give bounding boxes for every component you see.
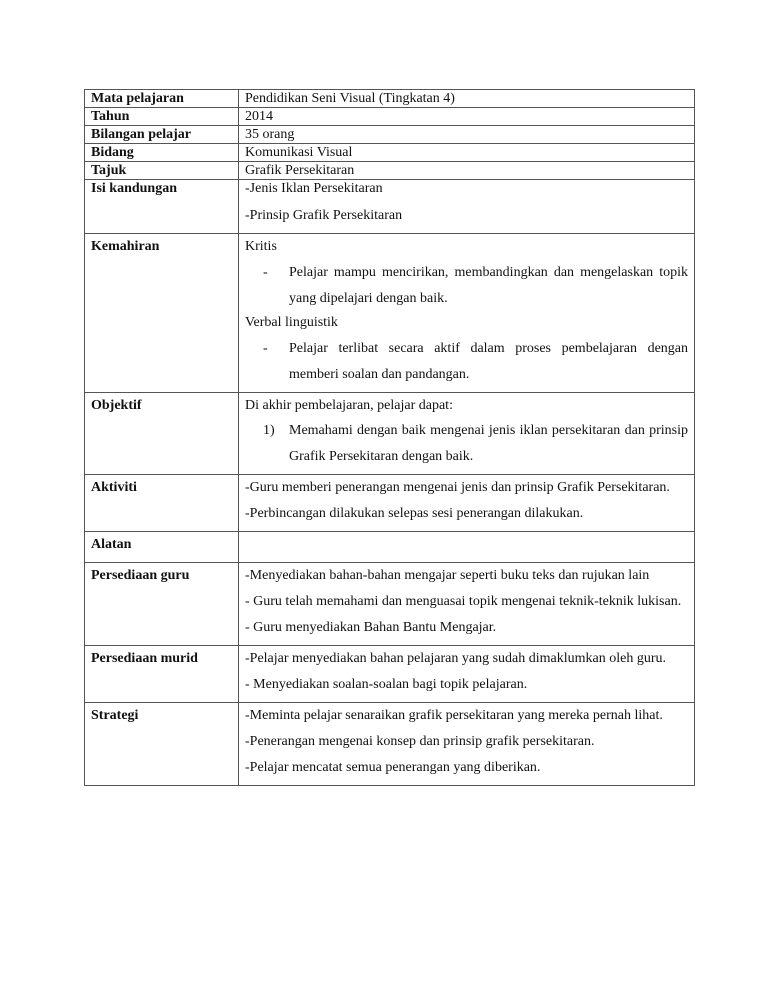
- row-value: [239, 646, 695, 703]
- row-label: Aktiviti: [85, 475, 239, 532]
- row-strategi: [85, 703, 695, 786]
- content-line: -Perbincangan dilakukan selepas sesi penerangan dilakukan.: [245, 506, 584, 521]
- row-label: Persediaan murid: [85, 646, 239, 703]
- list-mark: 1): [263, 423, 275, 438]
- row-label: Bilangan pelajar: [85, 126, 239, 144]
- row-bidang: [85, 144, 695, 162]
- row-mata-pelajaran: [85, 90, 695, 108]
- row-value: [239, 475, 695, 532]
- content-line: -Menyediakan bahan-bahan mengajar seperti buku teks dan rujukan lain: [245, 568, 650, 583]
- row-value: [239, 180, 695, 234]
- row-persediaan-guru: [85, 563, 695, 646]
- skill-heading-kritis: Kritis: [245, 239, 277, 254]
- row-label: Strategi: [85, 703, 239, 786]
- content-line: - Guru telah memahami dan menguasai topik mengenai teknik-teknik lukisan.: [245, 594, 682, 609]
- row-value: Grafik Persekitaran: [239, 162, 695, 180]
- row-label: Tajuk: [85, 162, 239, 180]
- row-value: [239, 703, 695, 786]
- content-line: -Guru memberi penerangan mengenai jenis dan prinsip Grafik Persekitaran.: [245, 480, 670, 495]
- list-text: Pelajar mampu mencirikan, membandingkan dan mengelaskan topik yang dipelajari dengan baik.: [289, 265, 688, 306]
- row-value: [239, 234, 695, 393]
- row-value: Pendidikan Seni Visual (Tingkatan 4): [239, 90, 695, 108]
- row-tahun: [85, 108, 695, 126]
- list-text: Pelajar terlibat secara aktif dalam proses pembelajaran dengan memberi soalan dan pandangan.: [289, 341, 688, 382]
- row-persediaan-murid: [85, 646, 695, 703]
- row-value: Komunikasi Visual: [239, 144, 695, 162]
- skill-item-kritis: [245, 255, 688, 312]
- content-line: - Guru menyediakan Bahan Bantu Mengajar.: [245, 620, 497, 635]
- row-objektif: [85, 393, 695, 475]
- row-tajuk: [85, 162, 695, 180]
- row-label: Alatan: [85, 532, 239, 563]
- row-label: Kemahiran: [85, 234, 239, 393]
- content-line: -Jenis Iklan Persekitaran: [245, 181, 383, 196]
- content-line: -Penerangan mengenai konsep dan prinsip grafik persekitaran.: [245, 734, 595, 749]
- row-label: Isi kandungan: [85, 180, 239, 234]
- list-mark: -: [263, 265, 268, 280]
- row-label: Mata pelajaran: [85, 90, 239, 108]
- row-value: [239, 393, 695, 475]
- row-label: Persediaan guru: [85, 563, 239, 646]
- lesson-plan-table: [84, 89, 695, 786]
- list-mark: -: [263, 341, 268, 356]
- row-kemahiran: [85, 234, 695, 393]
- skill-heading-verbal: Verbal linguistik: [245, 315, 338, 330]
- content-line: -Pelajar mencatat semua penerangan yang diberikan.: [245, 760, 541, 775]
- content-line: -Prinsip Grafik Persekitaran: [245, 208, 403, 223]
- row-bilangan-pelajar: [85, 126, 695, 144]
- row-value: 2014: [239, 108, 695, 126]
- row-label: Objektif: [85, 393, 239, 475]
- objective-item: [245, 414, 688, 470]
- row-aktiviti: [85, 475, 695, 532]
- row-value: 35 orang: [239, 126, 695, 144]
- content-line: - Menyediakan soalan-soalan bagi topik pelajaran.: [245, 677, 528, 692]
- row-alatan: [85, 532, 695, 563]
- row-isi-kandungan: [85, 180, 695, 234]
- row-label: Tahun: [85, 108, 239, 126]
- content-line: -Pelajar menyediakan bahan pelajaran yang sudah dimaklumkan oleh guru.: [245, 651, 667, 666]
- row-value: [239, 532, 695, 563]
- content-line: -Meminta pelajar senaraikan grafik persekitaran yang mereka pernah lihat.: [245, 708, 663, 723]
- skill-item-verbal: [245, 331, 688, 388]
- row-label: Bidang: [85, 144, 239, 162]
- objective-intro: Di akhir pembelajaran, pelajar dapat:: [245, 398, 453, 413]
- list-text: Memahami dengan baik mengenai jenis iklan persekitaran dan prinsip Grafik Persekitaran dengan baik.: [289, 423, 688, 464]
- row-value: [239, 563, 695, 646]
